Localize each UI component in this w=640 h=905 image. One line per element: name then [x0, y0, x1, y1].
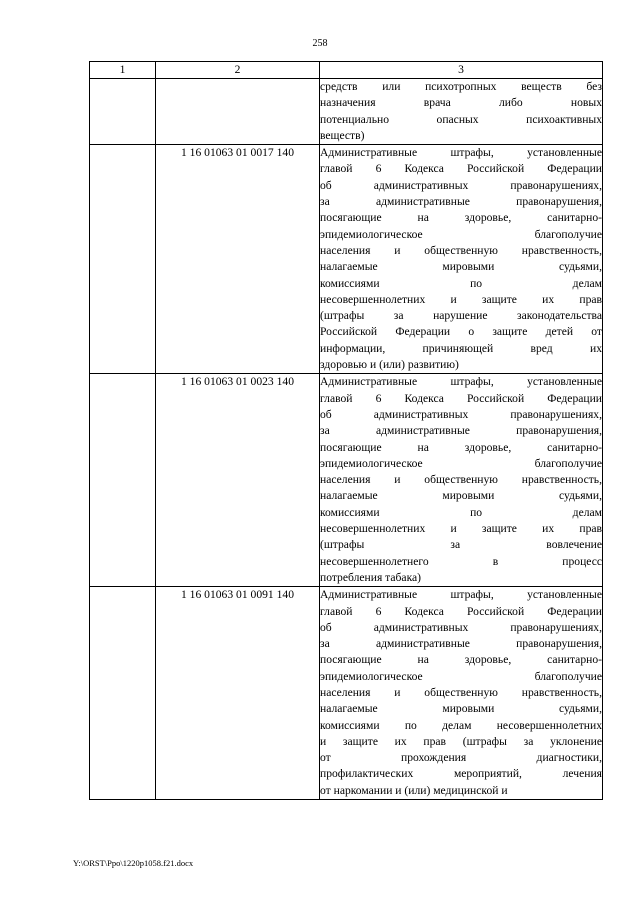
- description-line: Административные штрафы, установленные: [320, 146, 602, 160]
- table-row: [90, 145, 603, 374]
- description-line: налагаемые мировыми судьями,: [320, 260, 602, 274]
- column-header-3: 3: [320, 62, 603, 79]
- budget-code-cell: 1 16 01063 01 0091 140: [156, 587, 320, 800]
- page-number: 258: [312, 38, 328, 49]
- description-line: Российской Федерации о защите детей от: [320, 325, 602, 339]
- description-line: средств или психотропных веществ без: [320, 80, 602, 93]
- fines-table: [89, 61, 603, 800]
- description-line: посягающие на здоровье, санитарно-: [320, 211, 602, 225]
- description-line: веществ): [320, 128, 365, 142]
- description-line: эпидемиологическое благополучие: [320, 456, 602, 470]
- description-line: несовершеннолетних и защите их прав: [320, 292, 602, 306]
- description-cell: [320, 145, 603, 374]
- description-line: населения и общественную нравственность,: [320, 685, 602, 699]
- budget-code-cell: [156, 79, 320, 145]
- description-line: налагаемые мировыми судьями,: [320, 489, 602, 503]
- description-line: Административные штрафы, установленные: [320, 588, 602, 602]
- budget-code-cell: 1 16 01063 01 0017 140: [156, 145, 320, 374]
- description-line: главой 6 Кодекса Российской Федерации: [320, 604, 602, 618]
- description-line: потенциально опасных психоактивных: [320, 112, 602, 126]
- description-line: населения и общественную нравственность,: [320, 473, 602, 487]
- description-line: за административные правонарушения,: [320, 195, 602, 209]
- table-row: [90, 79, 603, 145]
- empty-cell: [90, 374, 156, 587]
- empty-cell: [90, 145, 156, 374]
- description-line: информации, причиняющей вред их: [320, 341, 602, 355]
- description-line: эпидемиологическое благополучие: [320, 227, 602, 241]
- description-cell: [320, 374, 603, 587]
- description-line: посягающие на здоровье, санитарно-: [320, 440, 602, 454]
- table-row: [90, 587, 603, 800]
- description-line: Административные штрафы, установленные: [320, 375, 602, 389]
- budget-code-cell: 1 16 01063 01 0023 140: [156, 374, 320, 587]
- empty-cell: [90, 587, 156, 800]
- description-line: (штрафы за вовлечение: [320, 538, 602, 552]
- description-line: профилактических мероприятий, лечения: [320, 767, 602, 781]
- description-line: налагаемые мировыми судьями,: [320, 702, 602, 716]
- table-row: [90, 374, 603, 587]
- description-line: от прохождения диагностики,: [320, 751, 602, 765]
- description-line: эпидемиологическое благополучие: [320, 669, 602, 683]
- description-line: за административные правонарушения,: [320, 637, 602, 651]
- description-line: несовершеннолетних и защите их прав: [320, 522, 602, 536]
- description-line: об административных правонарушениях,: [320, 620, 602, 634]
- description-line: (штрафы за нарушение законодательства: [320, 309, 602, 323]
- column-header-1: 1: [90, 62, 156, 79]
- description-line: потребления табака): [320, 570, 422, 584]
- column-header-2: 2: [156, 62, 320, 79]
- description-line: комиссиями по делам: [320, 505, 602, 519]
- description-line: от наркомании и (или) медицинской и: [320, 783, 508, 797]
- description-line: здоровью и (или) развитию): [320, 358, 459, 372]
- description-line: назначения врача либо новых: [320, 96, 602, 110]
- description-line: посягающие на здоровье, санитарно-: [320, 653, 602, 667]
- empty-cell: [90, 79, 156, 145]
- description-line: главой 6 Кодекса Российской Федерации: [320, 391, 602, 405]
- description-line: комиссиями по делам: [320, 276, 602, 290]
- table-header-row: [90, 62, 603, 79]
- description-line: главой 6 Кодекса Российской Федерации: [320, 162, 602, 176]
- description-line: за административные правонарушения,: [320, 424, 602, 438]
- description-cell: [320, 587, 603, 800]
- description-line: населения и общественную нравственность,: [320, 243, 602, 257]
- description-line: об административных правонарушениях,: [320, 407, 602, 421]
- description-line: и защите их прав (штрафы за уклонение: [320, 734, 602, 748]
- description-cell: [320, 79, 603, 145]
- description-line: несовершеннолетнего в процесс: [320, 554, 602, 568]
- description-line: об административных правонарушениях,: [320, 178, 602, 192]
- description-line: комиссиями по делам несовершеннолетних: [320, 718, 602, 732]
- file-path-footer: Y:\ORST\Ppo\1220p1058.f21.docx: [73, 858, 194, 868]
